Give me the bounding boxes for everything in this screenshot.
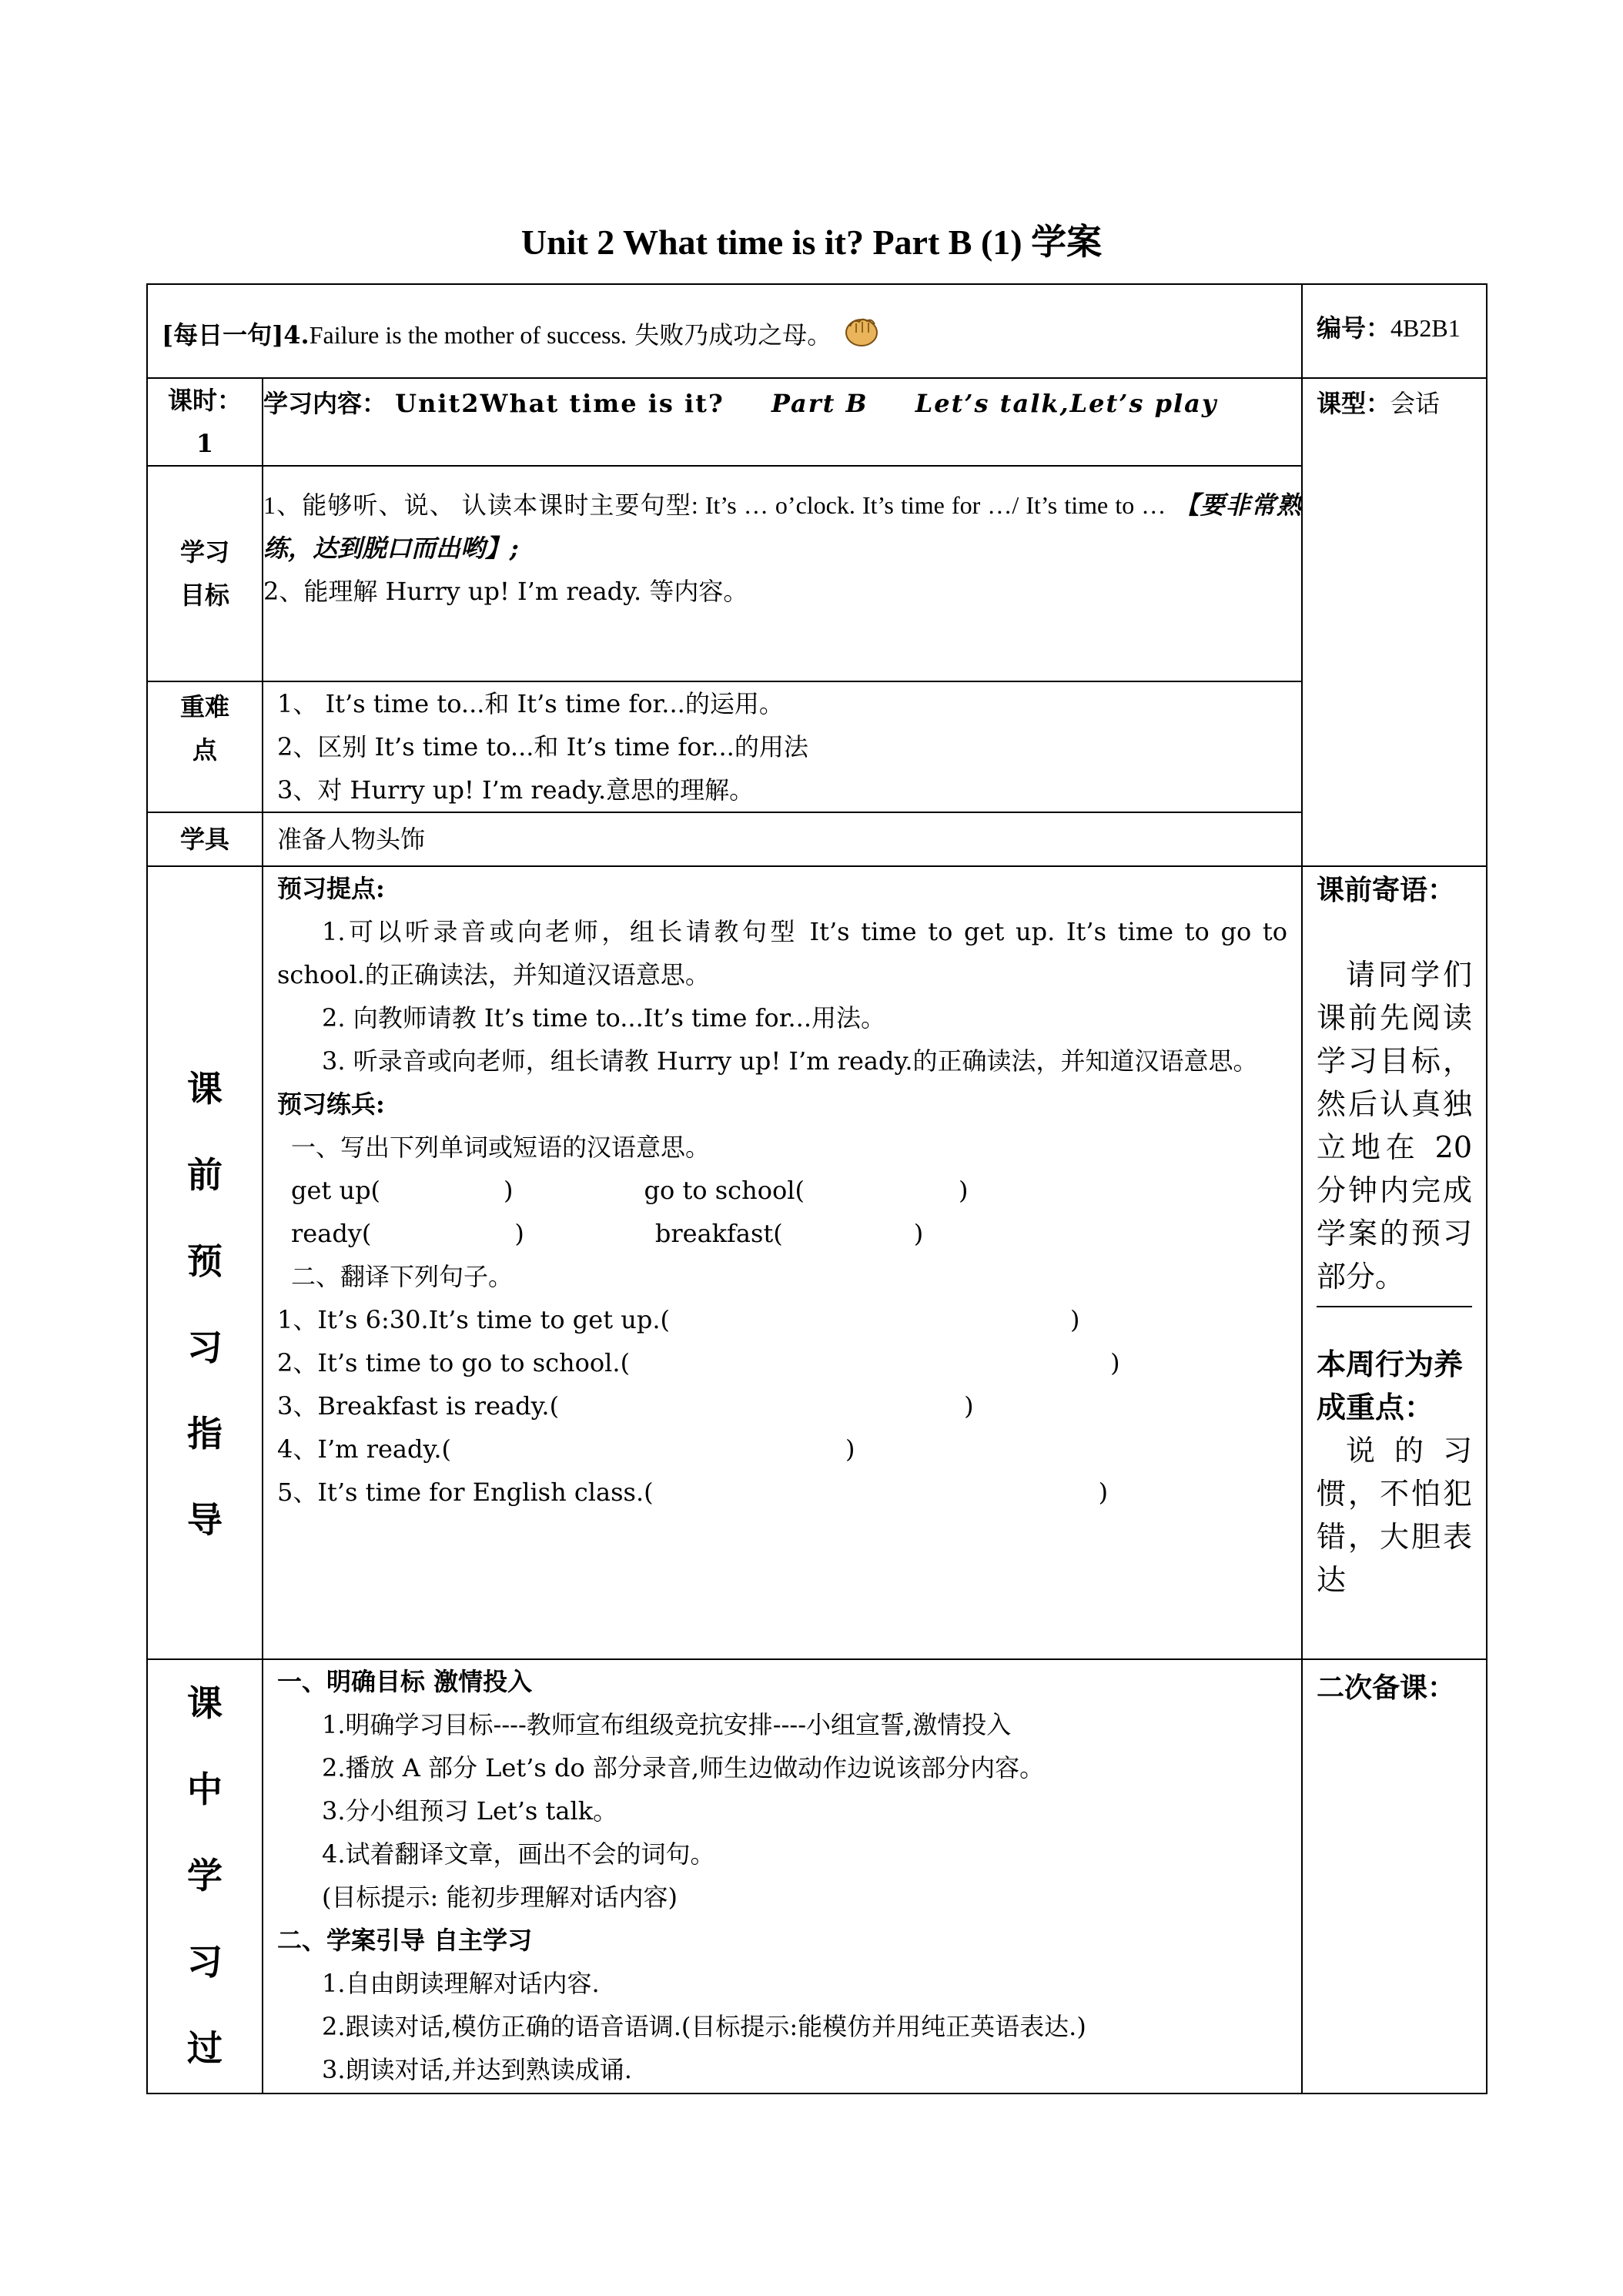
practice-title: 预习练兵: <box>277 1089 385 1119</box>
period-label: 课时： <box>167 386 242 415</box>
code-label: 编号： <box>1317 313 1391 343</box>
section-1-item: 4.试着翻译文章，画出不会的词句。 <box>322 1839 715 1869</box>
in-class-label-char: 过 <box>187 2027 223 2069</box>
section-2-item: 2.跟读对话,模仿正确的语音语调.(目标提示:能模仿并用纯正英语表达.) <box>322 2012 1086 2041</box>
preview-label-char: 指 <box>187 1413 223 1454</box>
sentence-close-paren: ) <box>964 1391 974 1421</box>
side-divider <box>1317 1306 1472 1307</box>
preview-label-cell <box>147 866 263 1659</box>
content-cell <box>263 378 1302 466</box>
goals-row <box>147 466 1487 681</box>
word-close-paren: ) <box>514 1219 524 1248</box>
preview-row <box>147 866 1487 1659</box>
key-points-label-1: 重难 <box>179 692 229 721</box>
content-unit: Unit2What time is it? <box>395 389 724 418</box>
in-class-row <box>147 1659 1487 2094</box>
in-class-label-cell <box>147 1659 263 2094</box>
sentence-3-text: 3、Breakfast is ready.( <box>277 1391 560 1421</box>
sentence-1-text: 1、It’s 6:30.It’s time to get up.( <box>277 1305 670 1334</box>
content-sections: Let’s talk,Let’s play <box>915 389 1218 418</box>
key-point-3: 3、对 Hurry up! I’m ready.意思的理解。 <box>277 775 755 805</box>
sentence-2 <box>277 1341 1287 1384</box>
word-ready: ready( <box>291 1219 372 1248</box>
preview-label-char: 前 <box>187 1154 223 1196</box>
word-row-2 <box>277 1212 1287 1255</box>
word-go-to-school: go to school( <box>644 1176 805 1205</box>
section-2-item: 1.自由朗读理解对话内容. <box>322 1969 600 1998</box>
goal-line-1-text: 1、能够听、说、 认读本课时主要句型: It’s … o’clock. It’s time for …/ It’s time to … <box>263 491 1166 519</box>
type-label: 课型： <box>1317 389 1391 418</box>
preview-side-text: 请同学们课前先阅读学习目标，然后认真独立地在 20 分钟内完成学案的预习部分。 <box>1317 958 1473 1294</box>
sentence-5-text: 5、It’s time for English class.( <box>277 1478 654 1507</box>
key-point-1: 1、 It’s time to...和 It’s time for...的运用。 <box>277 689 784 718</box>
daily-prefix: [每日一句]4. <box>162 320 310 350</box>
preview-content-cell <box>263 866 1302 1659</box>
daily-chinese: 失败乃成功之母。 <box>627 320 832 350</box>
sentence-4 <box>277 1427 1287 1471</box>
fist-icon <box>842 313 881 348</box>
worksheet-table <box>146 283 1487 2094</box>
section-2-item: 3.朗读对话,并达到熟读成诵. <box>322 2055 632 2084</box>
daily-english: Failure is the mother of success. <box>309 321 627 349</box>
content-part: Part B <box>771 389 868 418</box>
goals-label-cell <box>147 466 263 681</box>
tip-3: 3. 听录音或向老师，组长请教 Hurry up! I’m ready.的正确读法，并知道汉语意思。 <box>322 1046 1258 1076</box>
habit-text: 说的习惯，不怕犯错，大胆表达 <box>1317 1434 1473 1597</box>
sentence-3 <box>277 1384 1287 1427</box>
sentence-close-paren: ) <box>1110 1348 1120 1377</box>
section-1-item: 3.分小组预习 Let’s talk。 <box>322 1796 618 1826</box>
type-value: 会话 <box>1390 389 1441 418</box>
preview-label-char: 课 <box>187 1068 223 1110</box>
daily-sentence-cell <box>147 284 1302 378</box>
in-class-label-char: 中 <box>187 1769 223 1810</box>
goal-line-2: 2、能理解 Hurry up! I’m ready. 等内容。 <box>263 577 748 606</box>
section-1-title: 一、明确目标 激情投入 <box>277 1667 533 1696</box>
in-class-label-char: 习 <box>187 1941 223 1983</box>
code-value: 4B2B1 <box>1390 314 1461 342</box>
period-value: 1 <box>196 429 214 458</box>
key-point-2: 2、区别 It’s time to...和 It’s time for...的用法 <box>277 732 808 761</box>
word-row-1 <box>277 1169 1287 1212</box>
tools-row <box>147 812 1487 866</box>
in-class-side-title: 二次备课： <box>1317 1672 1456 1704</box>
word-close-paren: ) <box>958 1176 969 1205</box>
goals-label-1: 学习 <box>179 537 229 567</box>
sentence-2-text: 2、It’s time to go to school.( <box>277 1348 631 1377</box>
habit-title: 本周行为养成重点： <box>1317 1347 1464 1424</box>
section-1-item: (目标提示: 能初步理解对话内容) <box>322 1883 678 1912</box>
word-breakfast: breakfast( <box>654 1219 783 1248</box>
lesson-info-row <box>147 378 1487 466</box>
in-class-content-cell <box>263 1659 1302 2094</box>
period-cell <box>147 378 263 466</box>
preview-side-title: 课前寄语： <box>1317 874 1456 906</box>
section-1-item: 2.播放 A 部分 Let’s do 部分录音,师生边做动作边说该部分内容。 <box>322 1753 1045 1782</box>
in-class-label-char: 课 <box>187 1682 223 1724</box>
sentence-5 <box>277 1471 1287 1514</box>
word-get-up: get up( <box>291 1176 381 1205</box>
content-label: 学习内容： <box>263 389 387 418</box>
sentence-close-paren: ) <box>845 1434 855 1464</box>
tip-2: 2. 向教师请教 It’s time to...It’s time for...用法。 <box>322 1003 885 1033</box>
tips-title: 预习提点: <box>277 874 385 903</box>
sentence-close-paren: ) <box>1098 1478 1109 1507</box>
word-close-paren: ) <box>504 1176 514 1205</box>
key-points-label-cell <box>147 681 263 812</box>
goals-label-2: 目标 <box>179 581 229 610</box>
section-1-item: 1.明确学习目标----教师宣布组级竞抗安排----小组宣誓,激情投入 <box>322 1710 1012 1739</box>
daily-sentence-row <box>147 284 1487 378</box>
sentence-close-paren: ) <box>1069 1305 1080 1334</box>
key-points-label-2: 点 <box>192 735 217 765</box>
goal-line-1-emphasis: 【要非常熟练，达到脱口而出哟】; <box>263 490 1302 563</box>
preview-side-cell <box>1302 866 1487 1659</box>
type-cell <box>1302 378 1487 866</box>
sentence-1 <box>277 1298 1287 1341</box>
in-class-side-cell <box>1302 1659 1487 2094</box>
preview-label-char: 导 <box>187 1499 223 1541</box>
question-1-title: 一、写出下列单词或短语的汉语意思。 <box>291 1133 711 1162</box>
question-2-title: 二、翻译下列句子。 <box>291 1262 514 1291</box>
in-class-label-char: 学 <box>187 1855 223 1896</box>
section-2-title: 二、学案引导 自主学习 <box>277 1926 533 1955</box>
goals-content-cell <box>263 466 1302 681</box>
tools-value: 准备人物头饰 <box>263 812 1302 866</box>
preview-label-char: 习 <box>187 1327 223 1368</box>
key-points-row <box>147 681 1487 812</box>
goal-line-1 <box>263 484 1301 570</box>
code-cell <box>1302 284 1487 378</box>
tip-1: 1.可以听录音或向老师，组长请教句型 It’s time to get up. It’s time to go to school.的正确读法，并知道汉语意思。 <box>277 917 1288 989</box>
key-points-content-cell <box>263 681 1302 812</box>
preview-label-char: 预 <box>187 1240 223 1282</box>
word-close-paren: ) <box>913 1219 924 1248</box>
sentence-4-text: 4、I’m ready.( <box>277 1434 451 1464</box>
page-title: Unit 2 What time is it? Part B (1) 学案 <box>520 223 1103 262</box>
tools-label: 学具 <box>147 812 263 866</box>
